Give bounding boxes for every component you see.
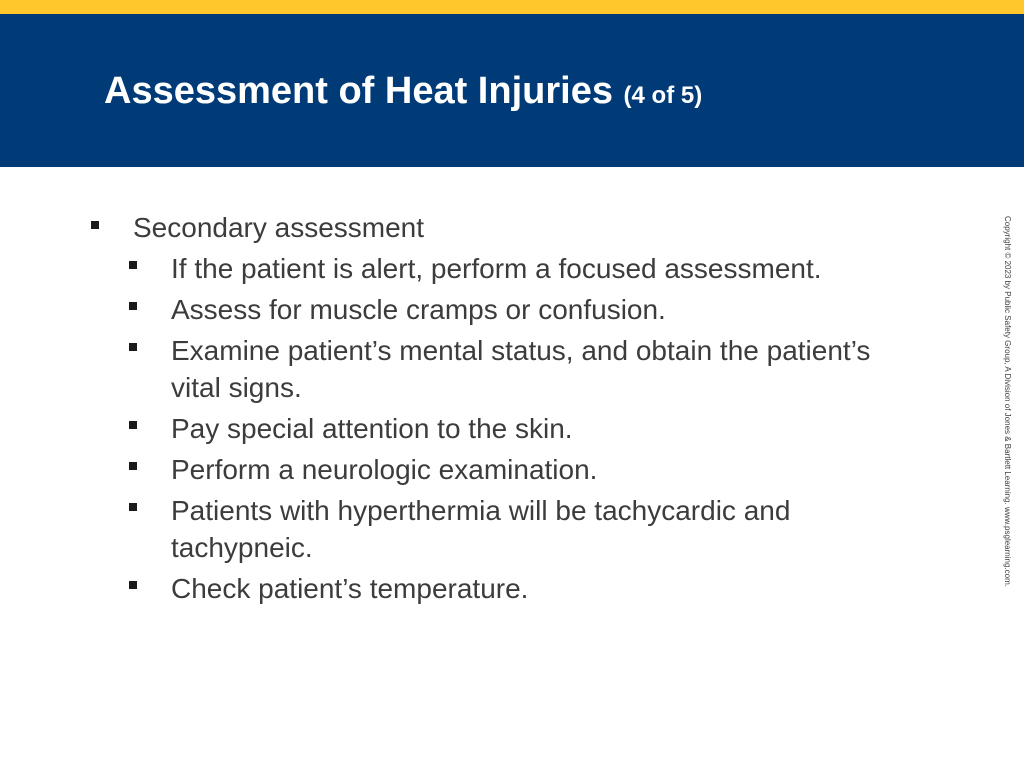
bullet-text: Secondary assessment [133, 212, 425, 243]
sub-bullet-item [86, 410, 911, 447]
sub-bullet-item [86, 250, 911, 287]
sub-bullet-item [86, 291, 911, 328]
sub-bullet-text: If the patient is alert, perform a focused assessment. [171, 253, 822, 284]
square-bullet-icon [129, 261, 137, 269]
sub-bullet-item [86, 570, 911, 607]
slide-title [104, 69, 702, 118]
sub-bullet-text: Patients with hyperthermia will be tachycardic and tachypneic. [171, 495, 791, 563]
bullet-list [86, 210, 946, 611]
sub-bullet-item [86, 332, 911, 406]
sub-bullet-text: Check patient’s temperature. [171, 573, 529, 604]
sub-bullet-item [86, 451, 911, 488]
sub-bullet-item [86, 492, 911, 566]
sub-bullet-text: Examine patient’s mental status, and obtain the patient’s vital signs. [171, 335, 871, 403]
sub-bullet-text: Pay special attention to the skin. [171, 413, 573, 444]
slide-title-text: Assessment of Heat Injuries [104, 70, 613, 112]
square-bullet-icon [129, 462, 137, 470]
square-bullet-icon [129, 503, 137, 511]
sub-bullet-text: Perform a neurologic examination. [171, 454, 598, 485]
square-bullet-icon [129, 302, 137, 310]
copyright-notice: Copyright © 2023 by Public Safety Group, A Division of Jones & Bartlett Learning. www.psglearning.com. [1003, 216, 1012, 587]
square-bullet-icon [129, 581, 137, 589]
square-bullet-icon [129, 421, 137, 429]
slide-title-suffix: (4 of 5) [623, 82, 703, 109]
bullet-item [86, 210, 946, 246]
sub-bullet-text: Assess for muscle cramps or confusion. [171, 294, 666, 325]
square-bullet-icon [129, 343, 137, 351]
accent-stripe [0, 0, 1024, 14]
square-bullet-icon [91, 221, 99, 229]
